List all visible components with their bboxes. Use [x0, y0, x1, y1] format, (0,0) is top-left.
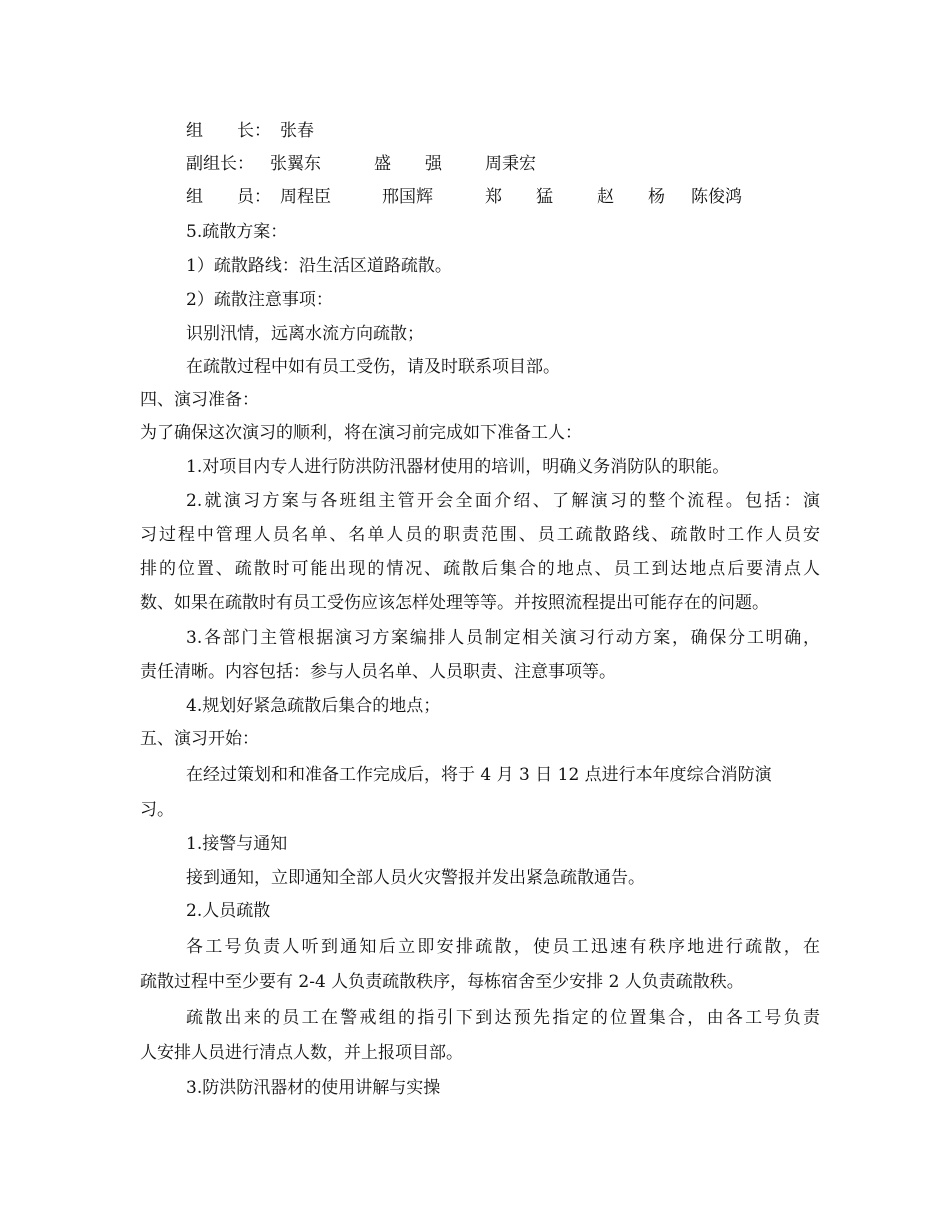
section-heading: 五、演习开始： [140, 729, 259, 749]
paragraph-line: 2.人员疏散 [186, 901, 271, 921]
paragraph-line: 在经过策划和和准备工作完成后，将于 4 月 3 日 12 点进行本年度综合消防演 [186, 765, 772, 785]
paragraph-line: 5.疏散方案： [186, 222, 288, 242]
member-name: 郑 猛 [485, 187, 553, 207]
paragraph-line: 2.就演习方案与各班组主管开会全面介绍、了解演习的整个流程。包括：演 [186, 491, 820, 511]
paragraph-line: 疏散出来的员工在警戒组的指引下到达预先指定的位置集合，由各工号负责 [186, 1008, 820, 1028]
paragraph-line: 3.防洪防汛器材的使用讲解与实操 [186, 1078, 441, 1098]
paragraph-line: 在疏散过程中如有员工受伤，请及时联系项目部。 [186, 357, 560, 377]
paragraph-line: 2）疏散注意事项： [186, 290, 333, 310]
paragraph-line: 数、如果在疏散时有员工受伤应该怎样处理等等。并按照流程提出可能存在的问题。 [140, 593, 769, 613]
paragraph-line: 1）疏散路线：沿生活区道路疏散。 [186, 256, 452, 276]
paragraph-line: 接到通知，立即通知全部人员火灾警报并发出紧急疏散通告。 [186, 868, 645, 888]
paragraph-line: 疏散过程中至少要有 2-4 人负责疏散秩序，每栋宿舍至少安排 2 人负责疏散秩。 [140, 972, 744, 992]
paragraph-line: 排的位置、疏散时可能出现的情况、疏散后集合的地点、员工到达地点后要清点人 [140, 559, 820, 579]
paragraph-line: 1.对项目内专人进行防洪防汛器材使用的培训，明确义务消防队的职能。 [186, 457, 730, 477]
paragraph-line: 习过程中管理人员名单、名单人员的职责范围、员工疏散路线、疏散时工作人员安 [140, 525, 820, 545]
members-label: 组 员： [186, 187, 271, 207]
section-heading: 四、演习准备： [140, 390, 259, 410]
paragraph-line: 4.规划好紧急疏散后集合的地点； [186, 696, 441, 716]
member-name: 陈俊鸿 [691, 187, 742, 207]
paragraph-line: 识别汛情，远离水流方向疏散； [186, 324, 424, 344]
paragraph-line: 为了确保这次演习的顺利，将在演习前完成如下准备工人： [140, 423, 582, 443]
vice-leader-name: 盛 强 [374, 154, 442, 174]
vice-leader-label: 副组长： [186, 154, 254, 174]
leader-name: 张春 [280, 121, 314, 141]
member-name: 周程臣 [280, 187, 331, 207]
vice-leader-name: 张翼东 [270, 154, 321, 174]
paragraph-line: 人安排人员进行清点人数，并上报项目部。 [140, 1043, 463, 1063]
paragraph-line: 习。 [140, 800, 174, 820]
paragraph-line: 各工号负责人听到通知后立即安排疏散，使员工迅速有秩序地进行疏散，在 [186, 937, 820, 957]
member-name: 邢国辉 [382, 187, 433, 207]
paragraph-line: 3.各部门主管根据演习方案编排人员制定相关演习行动方案，确保分工明确， [186, 628, 820, 648]
vice-leader-name: 周秉宏 [485, 154, 536, 174]
leader-label: 组 长： [186, 121, 271, 141]
member-name: 赵 杨 [597, 187, 665, 207]
paragraph-line: 1.接警与通知 [186, 834, 288, 854]
paragraph-line: 责任清晰。内容包括：参与人员名单、人员职责、注意事项等。 [140, 662, 616, 682]
